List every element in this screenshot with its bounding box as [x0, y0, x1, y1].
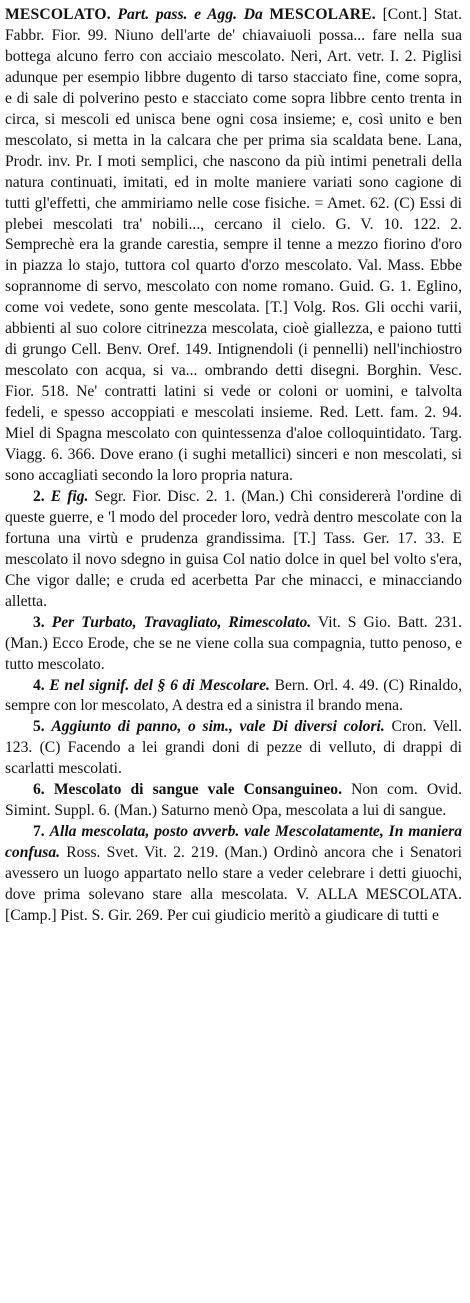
sense-text: Non com. Ovid. Simint. Suppl. 6. (Man.) Saturno menò Opa, mescolata a lui di sangue.	[5, 781, 463, 820]
sense-lead: Per Turbato, Travagliato, Rimescolato.	[51, 613, 312, 631]
sense-number: 7.	[33, 823, 45, 841]
sense-lead: Mescolato di sangue vale Consanguineo.	[53, 781, 342, 799]
sense-text: Bern. Orl. 4. 49. (C) Rinaldo, sempre con lor mescolato, A destra ed a sinistra il brando mena.	[5, 676, 462, 715]
base-word: MESCOLARE.	[269, 6, 376, 23]
sense-number: 4.	[33, 676, 45, 694]
sense-text: Vit. S Gio. Batt. 231. (Man.) Ecco Erode, che se ne viene colla sua compagnia, tutto penoso, e tutto mescolato.	[5, 613, 462, 673]
grammar-note: Part. pass. e Agg. Da	[117, 6, 263, 23]
sense-lead: E nel signif. del § 6 di Mescolare.	[49, 676, 270, 694]
sense-text: Cron. Vell. 123. (C) Facendo a lei grandi doni di pezze di velluto, di drappi di scarlatti mescolati.	[5, 718, 462, 778]
sense-text: Segr. Fior. Disc. 2. 1. (Man.) Chi considererà l'ordine di queste guerre, e 'l modo del proceder loro, vedrà dentro mescolate con la fortuna una virtù e prudenza grandissima. [T.] Tass. Ger. 17. 33. E mescolato il novo sdegno in guisa Col natio dolce in quel bel volto s'era, Che vigor dalle; e cruda ed acerbetta Par che minacci, e minacciando alletta.	[5, 487, 462, 610]
headword: MESCOLATO.	[5, 6, 111, 23]
sense-lead: E fig.	[50, 487, 89, 505]
sense-number: 2.	[33, 487, 45, 505]
sense-lead: Aggiunto di panno, o sim., vale Di diversi colori.	[51, 718, 385, 736]
dictionary-entry	[5, 5, 462, 927]
sense-number: 6.	[33, 781, 45, 799]
sense-4	[5, 676, 462, 718]
sense-number: 3.	[33, 613, 45, 631]
sense-3	[5, 613, 462, 676]
sense-text: Ross. Svet. Vit. 2. 219. (Man.) Ordinò ancora che i Senatori avessero un luogo appartato nello stare a veder celebrare i detti giuochi, dove prima solevano stare alla mescolata. V. ALLA MESCOLATA. [Camp.] Pist. S. Gir. 269. Per cui giudicio meritò a giudicare di tutti e	[5, 844, 462, 924]
sense-number: 5.	[33, 718, 45, 736]
sense-7	[5, 822, 462, 927]
sense-5	[5, 717, 462, 780]
sense-1-text: [Cont.] Stat. Fabbr. Fior. 99. Niuno dell'arte de' chiavaiuoli possa... fare nella sua bottega alcuno ferro con acciaio mescolato. Neri, Art. vetr. I. 2. Piglisi adunque per esempio libbre dugento di tarso stacciato fine, come sopra, e di sale di polverino pesto e stacciato come sopra libbre cento trenta in circa, si mescoli ed unisca bene ogni cosa insieme; e, così unito e ben mescolato, si metta in la calcara che per prima sia scaldata bene. Lana, Prodr. inv. Pr. I moti semplici, che nascono da più intimi penetrali della natura continuati, imitati, ed in molte maniere variati sono cagione di tutti gl'effetti, che ammiriamo nelle cose fisiche. = Amet. 62. (C) Essi di plebei mescolati tra' nobili..., cercano il cielo. G. V. 10. 122. 2. Semprechè era la grande carestia, sempre il tenne a mezzo fiorino d'oro in piazza lo stajo, tuttora col quarto d'orzo mescolato. Val. Mass. Ebbe soprannome di servo, mescolato con nome romano. Guid. G. 1. Eglino, come voi vedete, sono gente mescolata. [T.] Volg. Ros. Gli occhi varii, abbienti al suo colore citrinezza mescolata, cioè giallezza, e paiono tutti di grungo Cell. Benv. Oref. 149. Intignendoli (i pennelli) nell'inchiostro mescolato con acqua, si va... ombrando detti disegni. Borghin. Vesc. Fior. 518. Ne' contratti latini si vede or coloni or uomini, e talvolta fedeli, e spesso accoppiati e mescolati insieme. Red. Lett. fam. 2. 94. Miel di Spagna mescolato con quintessenza d'aloe colloquintidato. Targ. Viagg. 6. 366. Dove erano (i sughi metallici) sinceri e non mescolati, si sono accagliati secondo la loro propria natura.	[5, 6, 463, 484]
sense-1	[5, 5, 462, 487]
sense-2	[5, 487, 462, 613]
sense-6	[5, 780, 462, 822]
sense-lead: Alla mescolata, posto avverb. vale Mescolatamente, In maniera confusa.	[5, 823, 462, 862]
